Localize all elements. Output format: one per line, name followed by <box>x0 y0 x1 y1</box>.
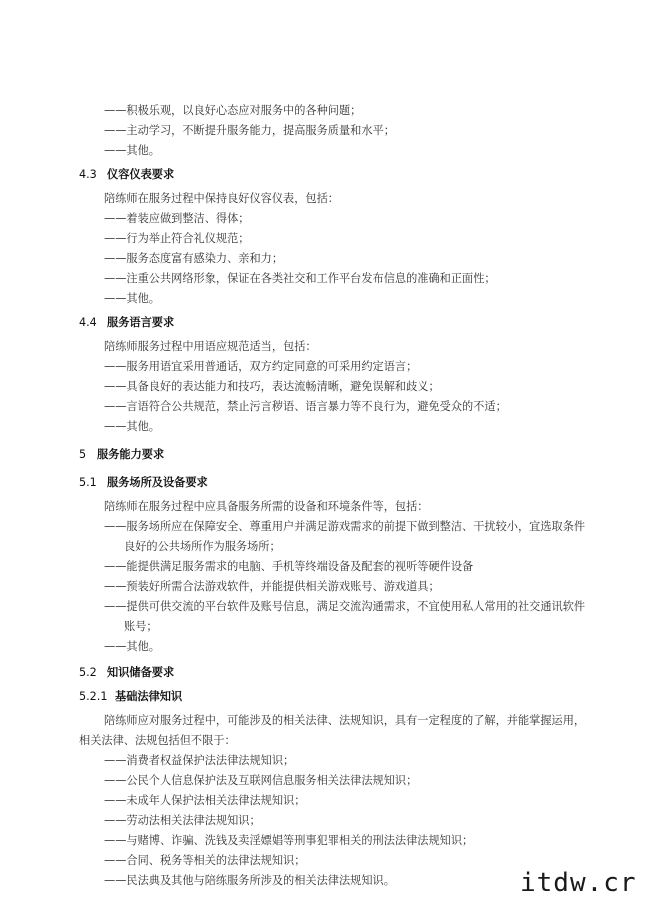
section-number: 5 <box>79 448 87 461</box>
section-heading-4-4 <box>79 316 174 330</box>
paragraph: 陪练师在服务过程中保持良好仪容仪表，包括： <box>104 192 339 205</box>
list-item: ——服务用语宜采用普通话，双方约定同意的可采用约定语言； <box>104 360 418 373</box>
list-item: ——主动学习，不断提升服务能力，提高服务质量和水平； <box>104 124 395 137</box>
section-title: 服务场所及设备要求 <box>107 476 208 489</box>
section-number: 5.2 <box>79 666 97 679</box>
paragraph: 陪练师服务过程中用语应规范适当，包括： <box>104 340 317 353</box>
section-title: 服务能力要求 <box>97 448 165 461</box>
list-item: ——注重公共网络形象，保证在各类社交和工作平台发布信息的准确和正面性； <box>104 272 496 285</box>
list-item-continuation: 账号； <box>124 620 158 633</box>
section-heading-4-3 <box>79 168 174 182</box>
list-item: ——消费者权益保护法法律法规知识； <box>104 754 295 767</box>
list-item: ——积极乐观，以良好心态应对服务中的各种问题； <box>104 104 362 117</box>
section-title: 仪容仪表要求 <box>107 168 175 181</box>
list-item: ——其他。 <box>104 292 160 305</box>
list-item: ——预装好所需合法游戏软件，并能提供相关游戏账号、游戏道具； <box>104 580 440 593</box>
section-heading-5-2 <box>79 666 174 680</box>
section-number: 4.3 <box>79 168 97 181</box>
section-title: 基础法律知识 <box>115 690 183 703</box>
list-item: ——公民个人信息保护法及互联网信息服务相关法律法规知识； <box>104 774 418 787</box>
list-item: ——服务场所应在保障安全、尊重用户并满足游戏需求的前提下做到整洁、干扰较小，宜选取条件 <box>104 520 586 533</box>
list-item: ——未成年人保护法相关法律法规知识； <box>104 794 306 807</box>
section-number: 5.2.1 <box>79 690 108 703</box>
paragraph: 陪练师应对服务过程中，可能涉及的相关法律、法规知识，具有一定程度的了解，并能掌握运用， <box>104 714 586 727</box>
list-item-continuation: 良好的公共场所作为服务场所； <box>124 540 281 553</box>
list-item: ——能提供满足服务需求的电脑、手机等终端设备及配套的视听等硬件设备 <box>104 560 474 573</box>
section-title: 知识储备要求 <box>107 666 175 679</box>
list-item: ——合同、税务等相关的法律法规知识； <box>104 854 306 867</box>
section-heading-5-1 <box>79 476 208 490</box>
section-title: 服务语言要求 <box>107 316 175 329</box>
paragraph-continuation: 相关法律、法规包括但不限于： <box>79 734 236 747</box>
list-item: ——其他。 <box>104 640 160 653</box>
list-item: ——其他。 <box>104 420 160 433</box>
paragraph: 陪练师在服务过程中应具备服务所需的设备和环境条件等，包括： <box>104 500 429 513</box>
section-number: 5.1 <box>79 476 97 489</box>
list-item: ——着装应做到整洁、得体； <box>104 212 250 225</box>
list-item: ——其他。 <box>104 144 160 157</box>
list-item: ——言语符合公共规范，禁止污言秽语、语言暴力等不良行为，避免受众的不适； <box>104 400 507 413</box>
list-item: ——提供可供交流的平台软件及账号信息，满足交流沟通需求，不宜使用私人常用的社交通讯软件 <box>104 600 586 613</box>
list-item: ——劳动法相关法律法规知识； <box>104 814 261 827</box>
list-item: ——民法典及其他与陪练服务所涉及的相关法律法规知识。 <box>104 874 395 887</box>
list-item: ——服务态度富有感染力、亲和力； <box>104 252 284 265</box>
list-item: ——与赌博、诈骗、洗钱及卖淫嫖娼等刑事犯罪相关的刑法法律法规知识； <box>104 834 474 847</box>
section-number: 4.4 <box>79 316 97 329</box>
watermark: itdw.cr <box>520 868 637 898</box>
list-item: ——具备良好的表达能力和技巧，表达流畅清晰，避免误解和歧义； <box>104 380 440 393</box>
section-heading-5-2-1 <box>79 690 182 704</box>
section-heading-5 <box>79 448 164 462</box>
list-item: ——行为举止符合礼仪规范； <box>104 232 250 245</box>
